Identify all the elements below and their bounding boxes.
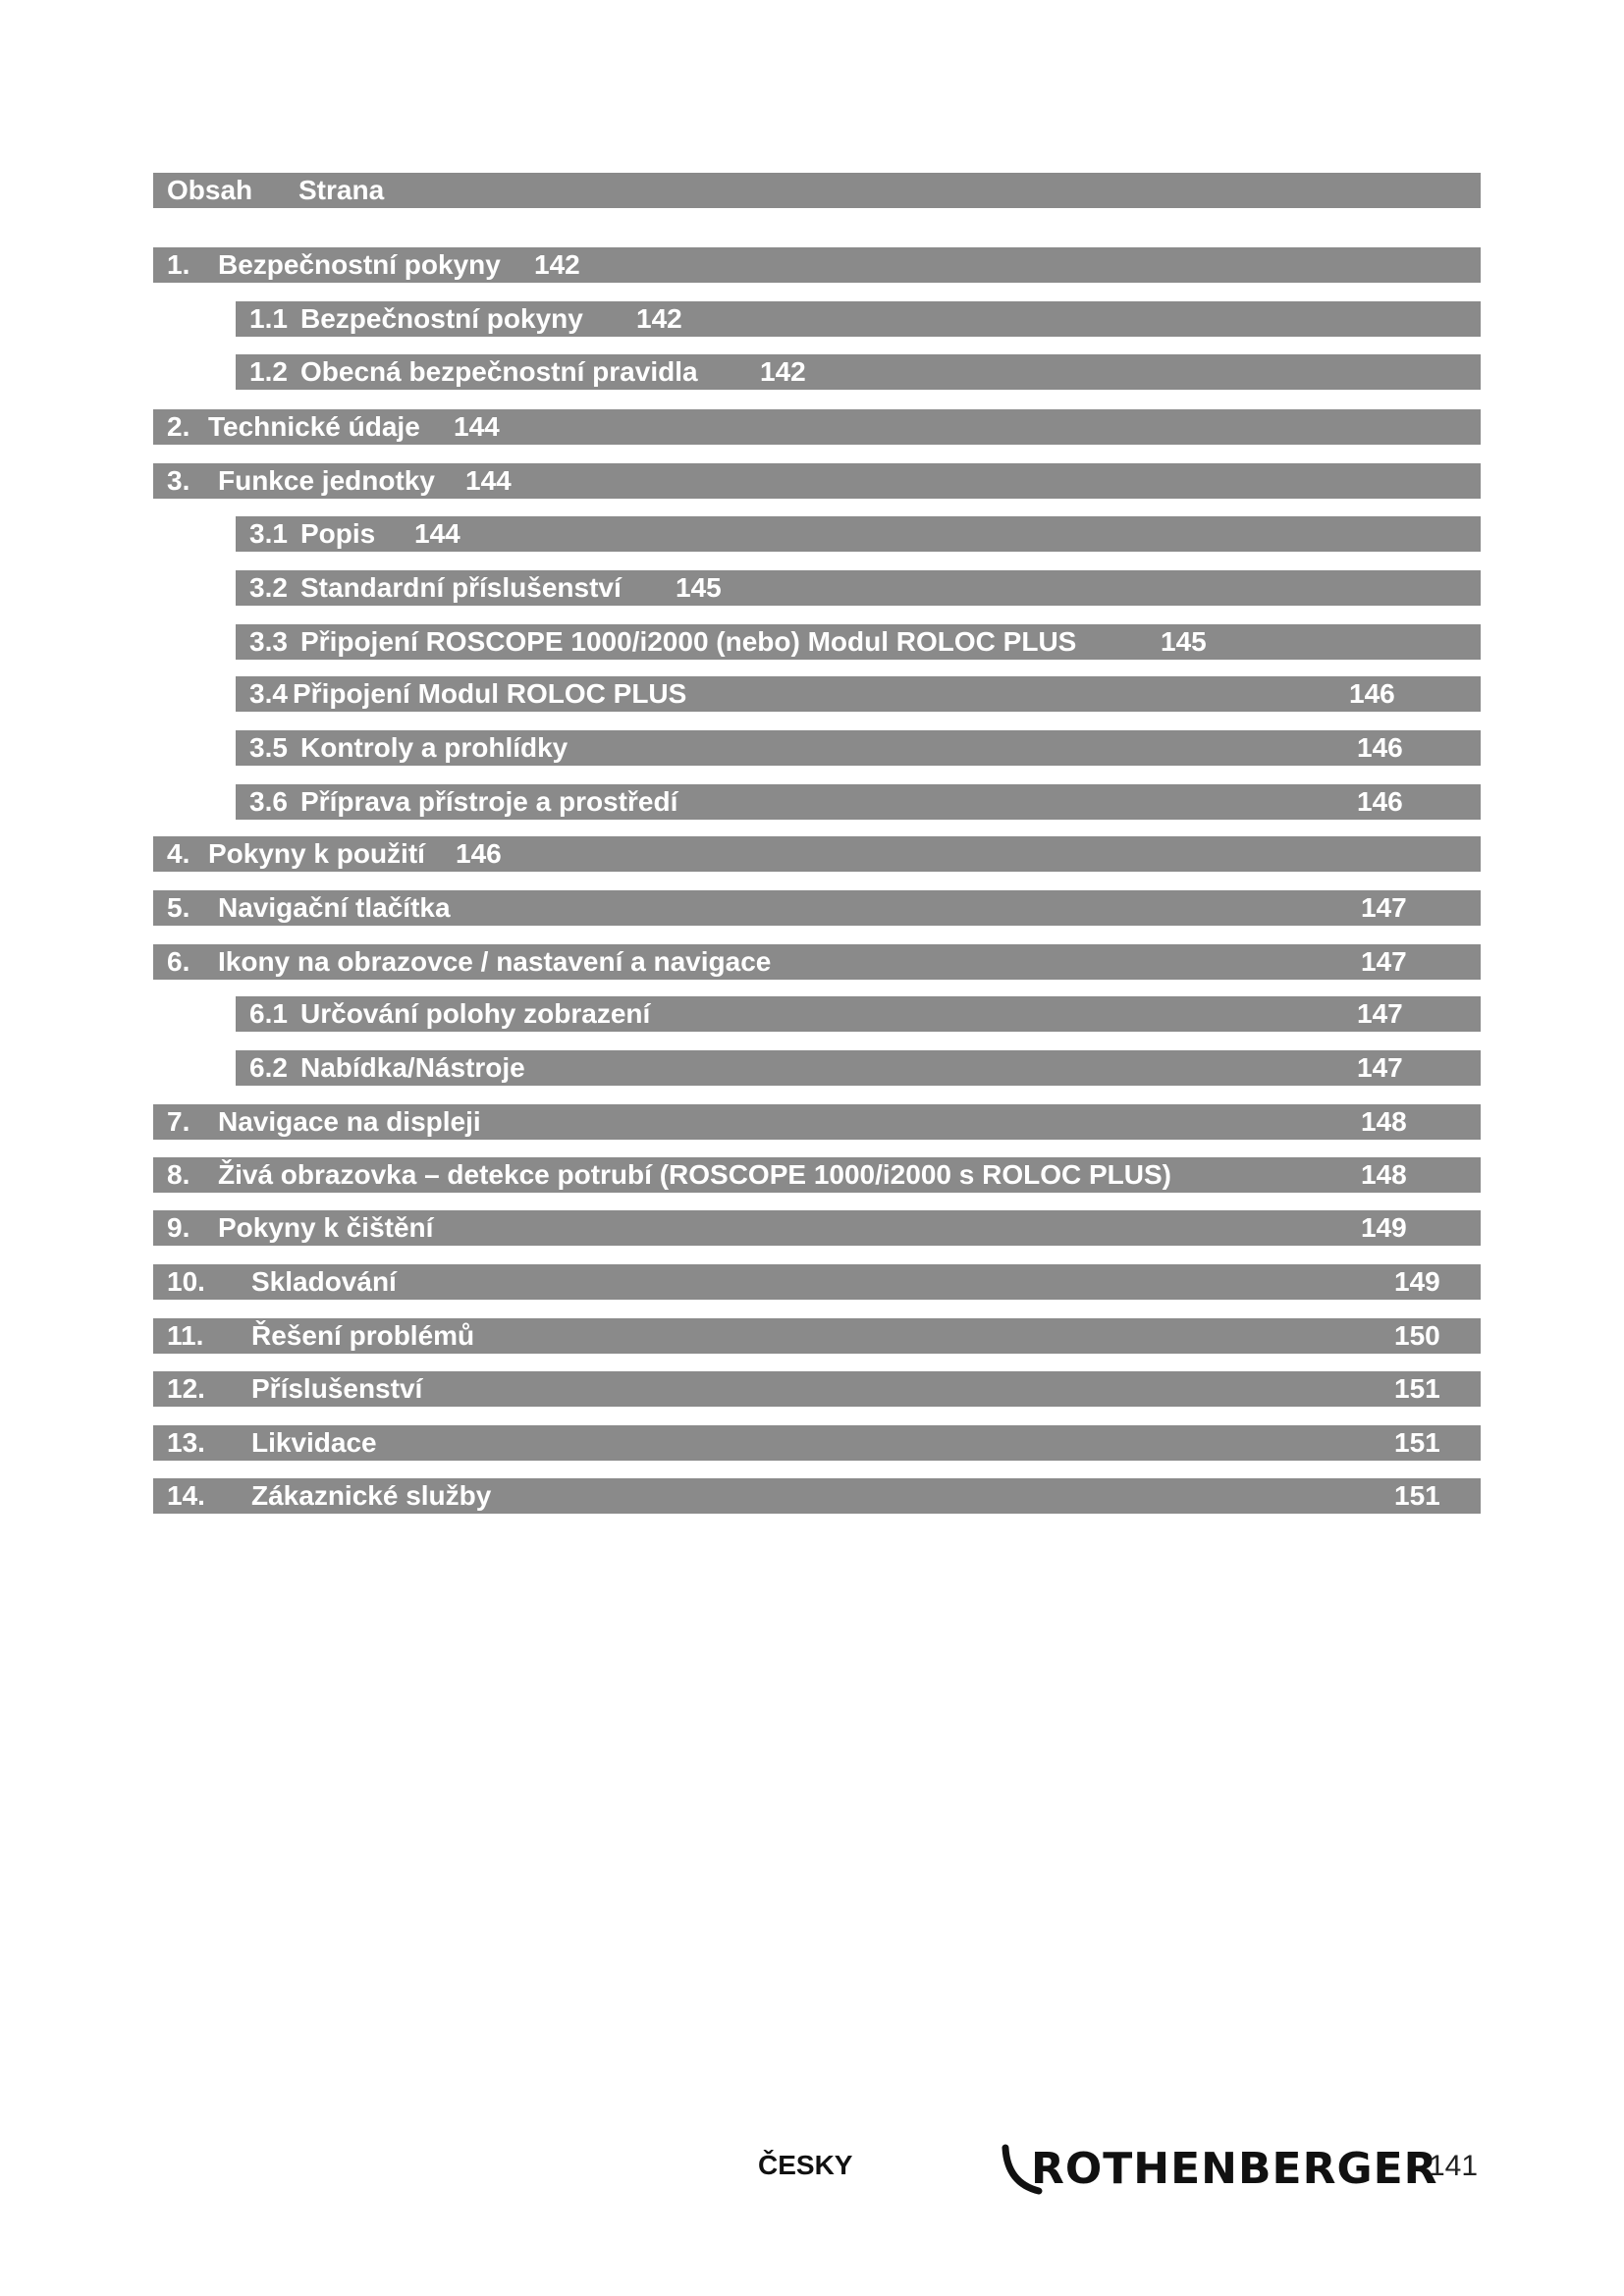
toc-entry-label: Příslušenství (251, 1373, 423, 1404)
toc-entry-page: 147 (1357, 1052, 1403, 1083)
toc-entry-number: 3. (167, 465, 190, 496)
toc-entry[interactable] (153, 247, 1481, 283)
toc-entry-page: 146 (1357, 786, 1403, 817)
toc-entry-page: 144 (414, 518, 460, 549)
toc-entry-number: 3.1 (249, 518, 288, 549)
toc-entry[interactable] (236, 730, 1481, 766)
toc-header-title: Obsah (167, 175, 253, 205)
toc-entry-label: Skladování (251, 1266, 397, 1297)
toc-entry[interactable] (153, 1157, 1481, 1193)
toc-entry-label: Nabídka/Nástroje (300, 1052, 525, 1083)
toc-entry-number: 1. (167, 249, 190, 280)
toc-entry[interactable] (153, 1210, 1481, 1246)
toc-entry[interactable] (236, 354, 1481, 390)
toc-entry[interactable] (236, 676, 1481, 712)
toc-entry-page: 149 (1394, 1266, 1440, 1297)
toc-entry-page: 148 (1361, 1106, 1407, 1137)
toc-entry[interactable] (153, 836, 1481, 872)
toc-entry-number: 13. (167, 1427, 205, 1458)
toc-entry-page: 147 (1361, 892, 1407, 923)
toc-entry[interactable] (153, 1425, 1481, 1461)
toc-entry-label: Popis (300, 518, 376, 549)
toc-header-page-label: Strana (298, 175, 385, 205)
toc-entry-page: 149 (1361, 1212, 1407, 1243)
toc-entry-label: Funkce jednotky (218, 465, 435, 496)
toc-entry-number: 8. (167, 1159, 190, 1190)
toc-entry-number: 6.1 (249, 998, 288, 1029)
toc-entry[interactable] (153, 1318, 1481, 1354)
toc-entry-number: 10. (167, 1266, 205, 1297)
toc-entry-page: 151 (1394, 1373, 1440, 1404)
toc-entry[interactable] (236, 784, 1481, 820)
toc-entry-label: Obecná bezpečnostní pravidla (300, 356, 698, 387)
toc-entry-number: 1.1 (249, 303, 288, 334)
toc-entry-page: 145 (676, 572, 722, 603)
toc-entry-page: 148 (1361, 1159, 1407, 1190)
toc-header (153, 173, 1481, 208)
brand-name: ROTHENBERGER (1031, 2144, 1438, 2194)
toc-entry-label: Kontroly a prohlídky (300, 732, 568, 763)
toc-entry-label: Zákaznické služby (251, 1480, 492, 1511)
toc-entry-page: 147 (1357, 998, 1403, 1029)
toc-entry[interactable] (236, 570, 1481, 606)
toc-entry-label: Bezpečnostní pokyny (300, 303, 583, 334)
toc-entry-page: 144 (454, 411, 500, 442)
toc-entry-number: 4. (167, 838, 190, 869)
toc-entry-label: Řešení problémů (251, 1320, 475, 1351)
toc-entry-page: 147 (1361, 946, 1407, 977)
toc-entry-number: 6.2 (249, 1052, 288, 1083)
toc-entry-number: 3.2 (249, 572, 288, 603)
toc-entry-page: 150 (1394, 1320, 1440, 1351)
toc-entry-number: 3.5 (249, 732, 288, 763)
toc-entry[interactable] (236, 624, 1481, 660)
toc-entry-number: 3.3 (249, 626, 288, 657)
toc-entry-page: 151 (1394, 1480, 1440, 1511)
toc-entry[interactable] (153, 1104, 1481, 1140)
toc-entry-number: 7. (167, 1106, 190, 1137)
toc-entry[interactable] (236, 301, 1481, 337)
toc-entry-label: Určování polohy zobrazení (300, 998, 651, 1029)
toc-entry-page: 142 (636, 303, 682, 334)
toc-entry[interactable] (153, 944, 1481, 980)
footer-language: ČESKY (758, 2150, 853, 2180)
toc-entry-page: 144 (465, 465, 512, 496)
toc-entry[interactable] (236, 516, 1481, 552)
toc-entry-page: 151 (1394, 1427, 1440, 1458)
brand-logo (1001, 2140, 1438, 2199)
toc-entry-page: 142 (760, 356, 806, 387)
toc-entry-label: Navigace na displeji (218, 1106, 481, 1137)
toc-entry-number: 12. (167, 1373, 205, 1404)
toc-entry-label: Připojení ROSCOPE 1000/i2000 (nebo) Modul ROLOC PLUS (300, 626, 1077, 657)
toc-entry-number: 6. (167, 946, 190, 977)
toc-entry-number: 1.2 (249, 356, 288, 387)
toc-entry-label: Připojení Modul ROLOC PLUS (293, 678, 687, 709)
toc-entry-number: 9. (167, 1212, 190, 1243)
toc-entry-page: 146 (456, 838, 502, 869)
page-number: 141 (1429, 2150, 1479, 2182)
toc-entry-number: 5. (167, 892, 190, 923)
toc-entry-number: 11. (167, 1320, 204, 1351)
toc-entry-number: 2. (167, 411, 190, 442)
toc-entry-label: Příprava přístroje a prostředí (300, 786, 678, 817)
toc-entry-number: 3.6 (249, 786, 288, 817)
toc-entry-page: 142 (534, 249, 580, 280)
toc-entry-number: 14. (167, 1480, 205, 1511)
toc-entry-page: 146 (1349, 678, 1395, 709)
toc-entry-page: 146 (1357, 732, 1403, 763)
toc-entry-number: 3.4 (249, 678, 288, 709)
toc-entry[interactable] (236, 996, 1481, 1032)
toc-entry[interactable] (153, 1478, 1481, 1514)
toc-entry[interactable] (153, 463, 1481, 499)
toc-entry-label: Technické údaje (208, 411, 420, 442)
toc-entry[interactable] (236, 1050, 1481, 1086)
toc-entry[interactable] (153, 1264, 1481, 1300)
toc-entry-label: Pokyny k čištění (218, 1212, 434, 1243)
toc-entry-page: 145 (1161, 626, 1207, 657)
toc-entry-label: Likvidace (251, 1427, 377, 1458)
toc-entry-label: Bezpečnostní pokyny (218, 249, 501, 280)
toc-entry-label: Ikony na obrazovce / nastavení a navigace (218, 946, 772, 977)
toc-entry[interactable] (153, 1371, 1481, 1407)
toc-entry-label: Pokyny k použití (208, 838, 425, 869)
toc-entry[interactable] (153, 890, 1481, 926)
toc-entry[interactable] (153, 409, 1481, 445)
toc-entry-label: Standardní příslušenství (300, 572, 622, 603)
toc-entry-label: Živá obrazovka – detekce potrubí (ROSCOPE 1000/i2000 s ROLOC PLUS) (218, 1159, 1171, 1190)
toc-entry-label: Navigační tlačítka (218, 892, 451, 923)
